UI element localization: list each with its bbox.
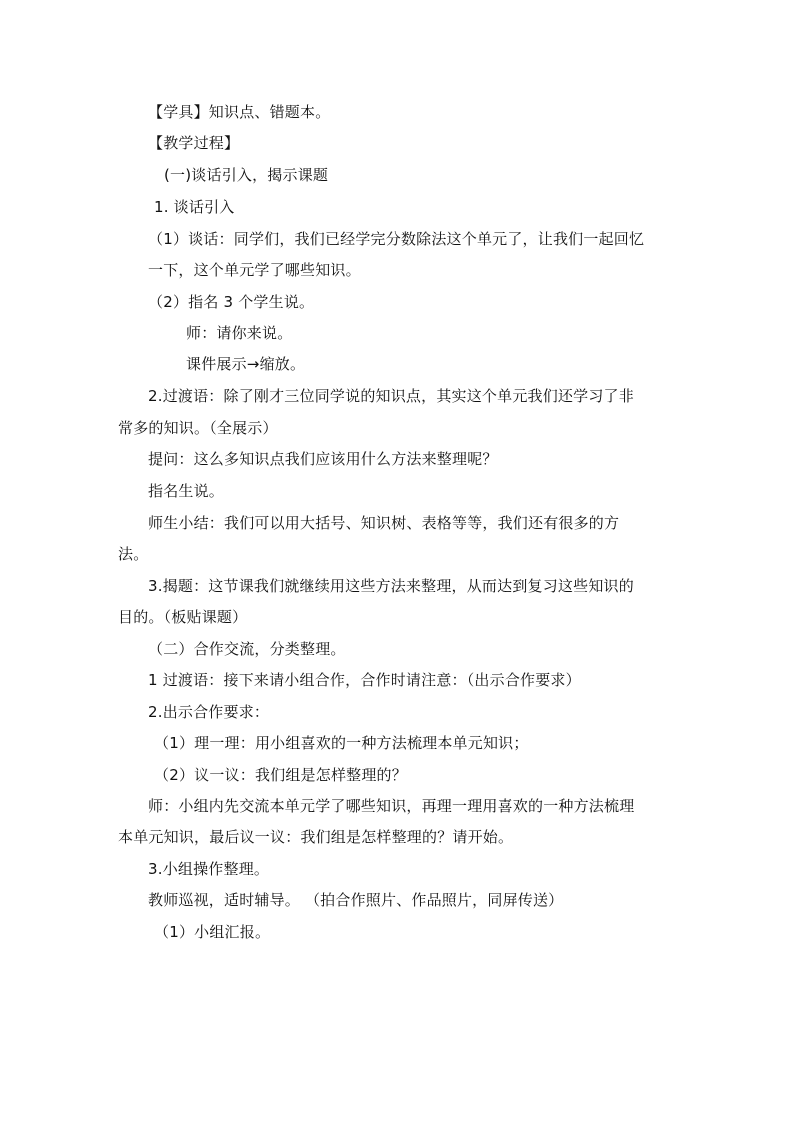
text-line-summary-1: 师生小结：我们可以用大括号、知识树、表格等等，我们还有很多的方 [148,514,620,532]
text-line-requirement-2: （2）议一议：我们组是怎样整理的？ [154,766,407,784]
text-line-transition-2: 常多的知识。（全展示） [118,419,278,437]
text-line-requirements: 2.出示合作要求： [148,703,270,721]
text-line-question: 提问：这么多知识点我们应该用什么方法来整理呢？ [148,450,498,468]
text-line-group-report: （1）小组汇报。 [154,923,271,941]
text-line-item-1: 1. 谈话引入 [154,198,235,216]
text-line-transition-1: 2.过渡语：除了刚才三位同学说的知识点，其实这个单元我们还学习了非 [148,387,634,405]
text-line-three-students: （2）指名 3 个学生说。 [148,293,315,311]
text-line-group-work: 3.小组操作整理。 [148,860,270,878]
text-line-requirement-1: （1）理一理：用小组喜欢的一种方法梳理本单元知识； [154,734,529,752]
text-line-topic-1: 3.揭题：这节课我们就继续用这些方法来整理，从而达到复习这些知识的 [148,577,634,595]
text-line-summary-2: 法。 [118,545,149,563]
text-line-teacher-ask: 师：请你来说。 [186,324,293,342]
text-line-transition-group: 1 过渡语：接下来请小组合作，合作时请注意：（出示合作要求） [148,671,581,689]
text-line-talk-1: （1）谈话：同学们，我们已经学完分数除法这个单元了，让我们一起回忆 [148,230,645,248]
text-line-topic-2: 目的。（板贴课题） [118,608,248,626]
text-line-courseware: 课件展示→缩放。 [186,355,306,373]
text-line-call-students: 指名生说。 [148,482,225,500]
text-line-talk-2: 一下，这个单元学了哪些知识。 [148,261,361,279]
text-line-process-heading: 【教学过程】 [148,134,240,152]
text-line-teacher-guidance: 教师巡视，适时辅导。 （拍合作照片、作品照片，同屏传送） [148,891,564,909]
text-line-teacher-instruction-1: 师：小组内先交流本单元学了哪些知识，再理一理用喜欢的一种方法梳理 [148,797,635,815]
text-line-section-2-heading: （二）合作交流，分类整理。 [148,640,346,658]
text-line-materials: 【学具】知识点、错题本。 [148,103,331,121]
text-line-teacher-instruction-2: 本单元知识，最后议一议：我们组是怎样整理的？请开始。 [118,828,514,846]
text-line-section-1-heading: (一)谈话引入，揭示课题 [164,166,329,184]
